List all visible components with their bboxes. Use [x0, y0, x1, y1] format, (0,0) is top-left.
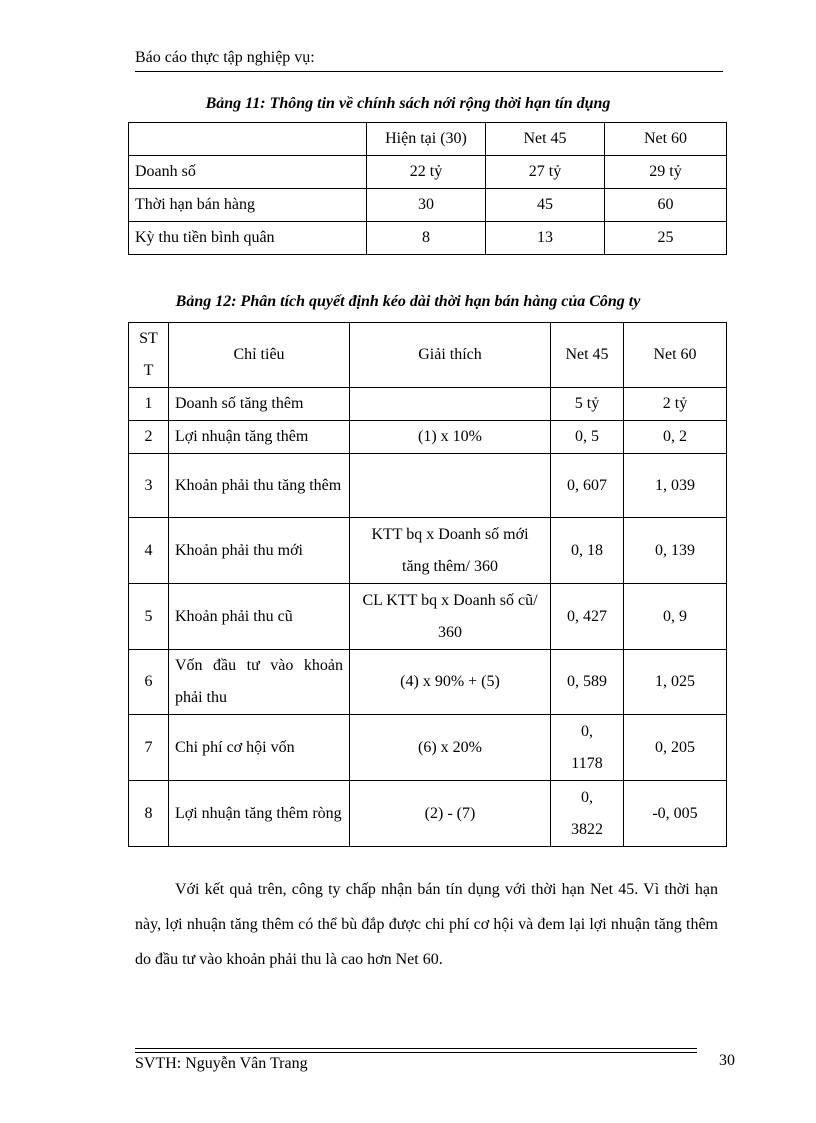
table-cell: 29 tỷ	[605, 156, 727, 189]
table-cell: Khoản phải thu cũ	[169, 584, 350, 650]
table-cell: 1, 025	[624, 650, 727, 715]
table-row	[129, 388, 727, 421]
table-row	[129, 189, 727, 222]
table-cell: 0, 205	[624, 715, 727, 781]
table-cell: Doanh số	[129, 156, 367, 189]
table-cell: Lợi nhuận tăng thêm ròng	[169, 781, 350, 847]
table-cell: Khoản phải thu mới	[169, 518, 350, 584]
table-cell: Khoản phải thu tăng thêm	[169, 454, 350, 518]
table-row	[129, 222, 727, 255]
table-header-row	[129, 123, 727, 156]
table-cell: 3	[129, 454, 169, 518]
conclusion-paragraph: Với kết quả trên, công ty chấp nhận bán tín dụng với thời hạn Net 45. Vì thời hạn này, lợi nhuận tăng thêm có thể bù đắp được chi phí cơ hội và đem lại lợi nhuận tăng thêm do đầu tư vào khoản phải thu là cao hơn Net 60.	[135, 881, 718, 968]
table-cell: Kỳ thu tiền bình quân	[129, 222, 367, 255]
table-cell: 25	[605, 222, 727, 255]
table-cell: 45	[486, 189, 605, 222]
table-header-cell: Net 45	[486, 123, 605, 156]
table-cell: 0, 427	[551, 584, 624, 650]
table-cell: 0, 607	[551, 454, 624, 518]
sales-term-analysis-table	[128, 322, 727, 847]
table-cell: Doanh số tăng thêm	[169, 388, 350, 421]
table-cell: 1, 039	[624, 454, 727, 518]
table-header-cell: Hiện tại (30)	[367, 123, 486, 156]
table-cell: 6	[129, 650, 169, 715]
table-header-row	[129, 323, 727, 388]
table-header-cell: Net 60	[605, 123, 727, 156]
table-cell: 27 tỷ	[486, 156, 605, 189]
table-cell: 0, 139	[624, 518, 727, 584]
table-cell: Vốn đầu tư vào khoản phải thu	[169, 650, 350, 715]
table-row	[129, 584, 727, 650]
table-cell: 0, 1178	[551, 715, 624, 781]
table-row	[129, 454, 727, 518]
table-cell: 0, 9	[624, 584, 727, 650]
table-cell: 2 tỷ	[624, 388, 727, 421]
table-cell: 0, 3822	[551, 781, 624, 847]
credit-policy-table	[128, 122, 727, 255]
table-header-cell: Net 45	[551, 323, 624, 388]
table-cell	[350, 388, 551, 421]
table-cell: 0, 589	[551, 650, 624, 715]
table-row	[129, 156, 727, 189]
table-cell: 0, 18	[551, 518, 624, 584]
table-row	[129, 518, 727, 584]
table-cell: KTT bq x Doanh số mới tăng thêm/ 360	[350, 518, 551, 584]
table1-caption: Bảng 11: Thông tin về chính sách nới rộng thời hạn tín dụng	[205, 95, 611, 112]
table-row	[129, 781, 727, 847]
table-cell: CL KTT bq x Doanh số cũ/ 360	[350, 584, 551, 650]
table-cell: 60	[605, 189, 727, 222]
table-header-cell: Giải thích	[350, 323, 551, 388]
table-cell: 4	[129, 518, 169, 584]
footer-divider	[135, 1048, 697, 1049]
header-title: Báo cáo thực tập nghiệp vụ:	[135, 49, 315, 66]
table2-caption: Bảng 12: Phân tích quyết định kéo dài thời hạn bán hàng của Công ty	[175, 293, 641, 310]
table-cell: (4) x 90% + (5)	[350, 650, 551, 715]
table-cell: 5	[129, 584, 169, 650]
table-cell: 0, 5	[551, 421, 624, 454]
table-cell: 1	[129, 388, 169, 421]
footer-author: SVTH: Nguyễn Vân Trang	[135, 1055, 308, 1072]
table-row	[129, 421, 727, 454]
table-cell: 0, 2	[624, 421, 727, 454]
table-cell: 13	[486, 222, 605, 255]
table-cell: Lợi nhuận tăng thêm	[169, 421, 350, 454]
table-cell: -0, 005	[624, 781, 727, 847]
table-header-cell	[129, 123, 367, 156]
footer-divider	[135, 1052, 697, 1053]
table-row	[129, 715, 727, 781]
table-cell: 22 tỷ	[367, 156, 486, 189]
table-cell: (2) - (7)	[350, 781, 551, 847]
table-cell: Thời hạn bán hàng	[129, 189, 367, 222]
table-header-cell: Net 60	[624, 323, 727, 388]
table-cell: Chi phí cơ hội vốn	[169, 715, 350, 781]
header-divider	[135, 71, 723, 72]
page-number: 30	[719, 1052, 735, 1069]
table-cell: (1) x 10%	[350, 421, 551, 454]
table-cell: (6) x 20%	[350, 715, 551, 781]
table-row	[129, 650, 727, 715]
table-cell: 8	[129, 781, 169, 847]
table-cell: 2	[129, 421, 169, 454]
table-cell: 7	[129, 715, 169, 781]
table-header-cell: ST T	[129, 323, 169, 388]
table-cell	[350, 454, 551, 518]
table-cell: 30	[367, 189, 486, 222]
table-cell: 5 tỷ	[551, 388, 624, 421]
table-header-cell: Chỉ tiêu	[169, 323, 350, 388]
table-cell: 8	[367, 222, 486, 255]
